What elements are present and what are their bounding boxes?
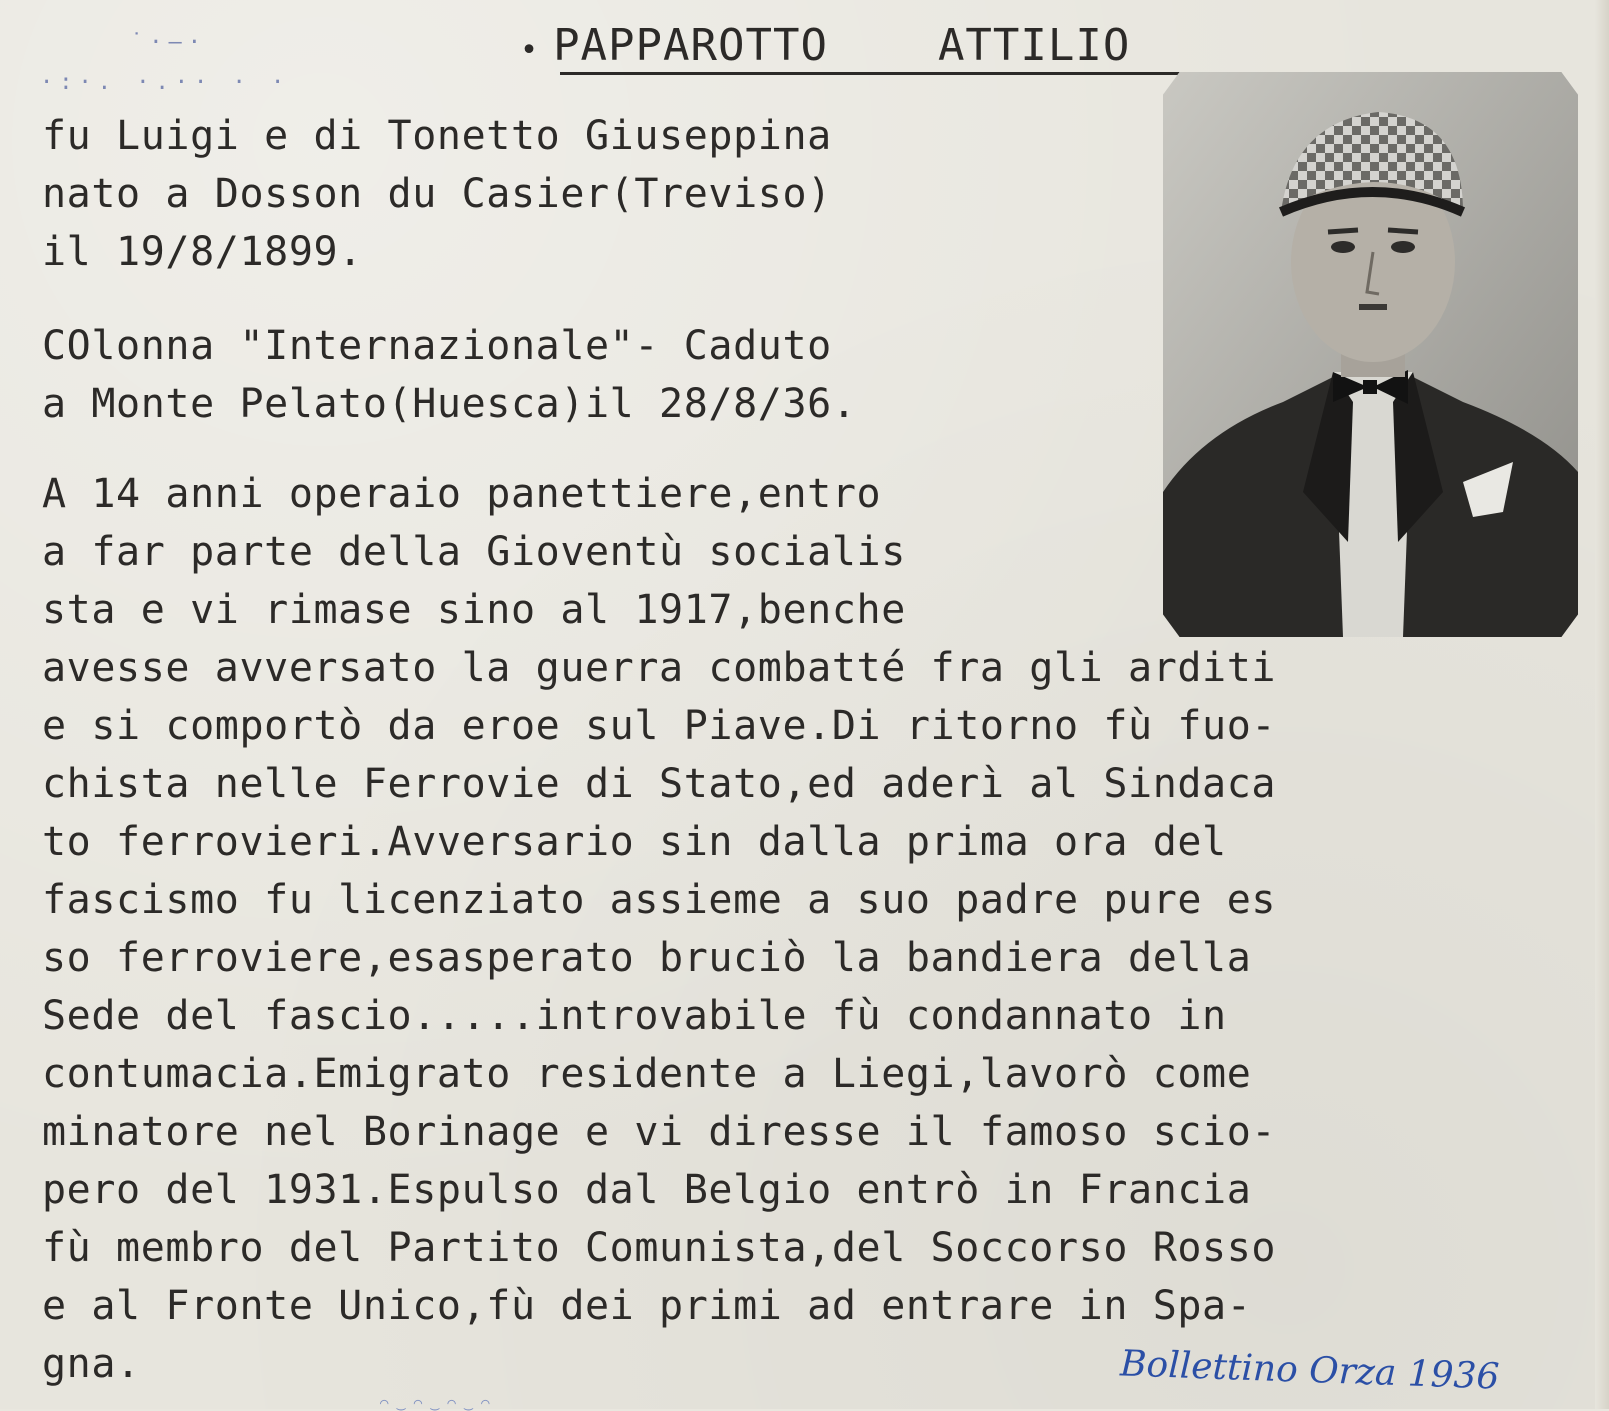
intro-birthplace: nato a Dosson du Casier(Treviso) xyxy=(42,171,832,217)
bio-line: contumacia.Emigrato residente a Liegi,lavorò come xyxy=(42,1051,1252,1097)
handwritten-annotation: Bollettino Orza 1936 xyxy=(1119,1343,1501,1398)
ink-speck-top: ˙·–· xyxy=(130,30,207,55)
bio-line: minatore nel Borinage e vi diresse il famoso scio- xyxy=(42,1109,1277,1155)
ink-specks xyxy=(40,30,300,100)
intro-birthdate: il 19/8/1899. xyxy=(42,229,363,275)
bio-line: e si comportò da eroe sul Piave.Di ritorno fù fuo- xyxy=(42,703,1277,749)
record-header xyxy=(520,20,1130,71)
header-bullet: • xyxy=(520,33,540,68)
bio-line: gna. xyxy=(42,1341,141,1387)
intro-parents: fu Luigi e di Tonetto Giuseppina xyxy=(42,113,832,159)
cropped-handwriting: ⌒ ‿ ⌒ ‿ ⌒ ‿ ⌒ xyxy=(380,1395,490,1411)
surname: PAPPAROTTO xyxy=(553,20,828,71)
portrait-image xyxy=(1163,72,1578,637)
bio-line: fù membro del Partito Comunista,del Soccorso Rosso xyxy=(42,1225,1277,1271)
bio-line: avesse avversato la guerra combatté fra gli arditi xyxy=(42,645,1277,691)
bio-line: to ferrovieri.Avversario sin dalla prima ora del xyxy=(42,819,1227,865)
bio-line: A 14 anni operaio panettiere,entro xyxy=(42,471,882,517)
death-place: a Monte Pelato(Huesca)il 28/8/36. xyxy=(42,381,857,427)
bio-line: pero del 1931.Espulso dal Belgio entrò in Francia xyxy=(42,1167,1252,1213)
ink-speck-bottom: ·:·. ·.·· · · xyxy=(40,70,291,95)
given-name: ATTILIO xyxy=(937,20,1131,71)
bio-line: chista nelle Ferrovie di Stato,ed aderì al Sindaca xyxy=(42,761,1277,807)
death-unit: COlonna "Internazionale"- Caduto xyxy=(42,323,832,369)
bio-line: sta e vi rimase sino al 1917,benche xyxy=(42,587,906,633)
bio-line: e al Fronte Unico,fù dei primi ad entrare in Spa- xyxy=(42,1283,1252,1329)
paper-edge xyxy=(1595,0,1609,1409)
bio-line: Sede del fascio.....introvabile fù condannato in xyxy=(42,993,1227,1039)
bio-line: so ferroviere,esasperato bruciò la bandiera della xyxy=(42,935,1252,981)
portrait-photo xyxy=(1163,72,1578,637)
header-underline xyxy=(560,72,1200,75)
bio-line: a far parte della Gioventù socialis xyxy=(42,529,906,575)
bio-line: fascismo fu licenziato assieme a suo padre pure es xyxy=(42,877,1277,923)
